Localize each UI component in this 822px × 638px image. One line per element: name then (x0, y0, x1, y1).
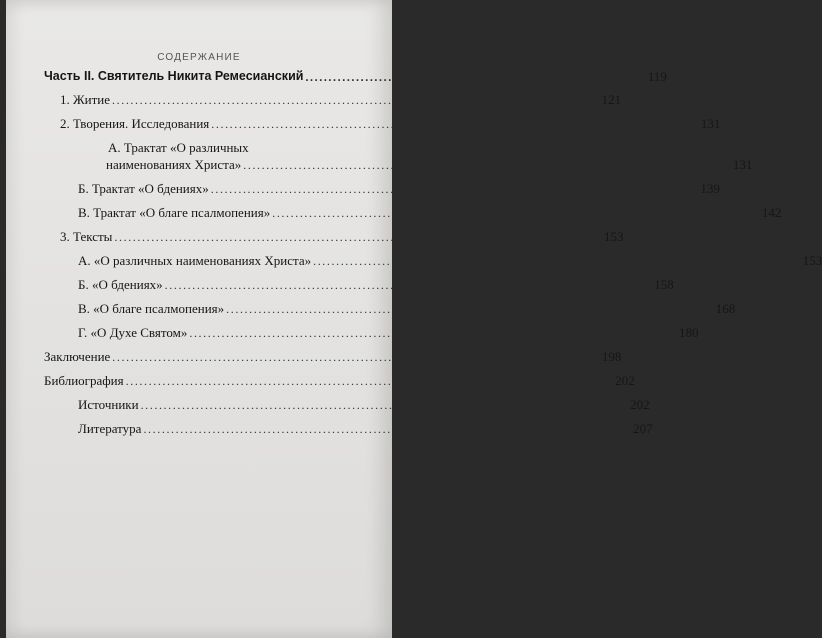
toc-page-number: 142 (761, 205, 782, 220)
toc-page-number: 131 (700, 116, 721, 131)
leader-dots: .......................................................................................................... (112, 93, 600, 107)
toc-entry (44, 276, 674, 293)
toc-entry-title: В. Трактат «О благе псалмопения» (78, 205, 271, 220)
running-head: СОДЕРЖАНИЕ (157, 52, 241, 63)
toc-entry-multiline (44, 139, 753, 173)
toc-entry-title: Заключение (44, 349, 111, 364)
leader-dots: .......................................................................................................... (210, 182, 699, 196)
toc-entry-line2 (44, 156, 753, 173)
toc-entry-title: Библиография (44, 373, 124, 388)
toc-entry (44, 396, 650, 413)
leader-dots: .......................................................................................................... (313, 254, 801, 268)
toc-page-number: 158 (654, 277, 674, 292)
table-of-contents (44, 68, 822, 444)
toc-entry-title: 1. Житие (60, 92, 111, 107)
toc-entry (44, 115, 721, 132)
toc-entry (44, 228, 624, 245)
toc-page-number: 153 (604, 229, 624, 244)
leader-dots: .......................................................................................................... (140, 398, 629, 412)
leader-dots: .......................................................................................................... (112, 350, 600, 364)
toc-part-heading (44, 68, 667, 85)
toc-entry (44, 91, 622, 108)
leader-dots: .......................................................................................................... (243, 158, 731, 172)
toc-entry (44, 300, 736, 317)
toc-page-number: 131 (732, 157, 753, 172)
leader-dots: .......................................................................................................... (114, 230, 603, 244)
toc-part-title: Часть II. Святитель Никита Ремесианский (44, 69, 304, 83)
toc-page-number: 198 (601, 349, 622, 364)
toc-entry-title-line2: наименованиях Христа» (106, 157, 242, 172)
toc-page-number: 207 (633, 421, 653, 436)
toc-entry-title: Литература (78, 421, 142, 436)
toc-entry (44, 180, 720, 197)
toc-entry (44, 420, 653, 437)
toc-page-number: 119 (647, 69, 667, 84)
leader-dots: .......................................................................................................... (125, 374, 614, 388)
toc-entry-title: 2. Творения. Исследования (60, 116, 210, 131)
toc-entry-title-line1: А. Трактат «О различных (108, 140, 249, 155)
toc-entry-title: В. «О благе псалмопения» (78, 301, 225, 316)
leader-dots: .......................................................................................................... (272, 206, 760, 220)
toc-page-number: 139 (700, 181, 720, 196)
book-page (6, 0, 822, 638)
toc-page-number: 180 (678, 325, 699, 340)
toc-page-number: 168 (715, 301, 736, 316)
toc-entry (44, 348, 622, 365)
leader-dots: .......................................................................... (305, 70, 646, 84)
toc-entry (44, 252, 822, 269)
toc-entry-title: А. «О различных наименованиях Христа» (78, 253, 312, 268)
leader-dots: .......................................................................................................... (164, 278, 653, 292)
leader-dots: .......................................................................................................... (143, 422, 632, 436)
toc-page-number: 121 (601, 92, 622, 107)
toc-page-number: 202 (630, 397, 650, 412)
toc-page-number: 202 (615, 373, 635, 388)
leader-dots: .......................................................................................................... (211, 117, 699, 131)
leader-dots: .......................................................................................................... (189, 326, 677, 340)
toc-entry-title: Источники (78, 397, 139, 412)
toc-entry (44, 324, 699, 341)
toc-page-number: 153 (802, 253, 822, 268)
toc-entry-title: Б. «О бдениях» (78, 277, 163, 292)
leader-dots: .......................................................................................................... (226, 302, 714, 316)
toc-entry (44, 204, 782, 221)
toc-entry-title: Б. Трактат «О бдениях» (78, 181, 209, 196)
toc-entry (44, 372, 635, 389)
toc-entry-title: Г. «О Духе Святом» (78, 325, 188, 340)
toc-entry-title: 3. Тексты (60, 229, 113, 244)
